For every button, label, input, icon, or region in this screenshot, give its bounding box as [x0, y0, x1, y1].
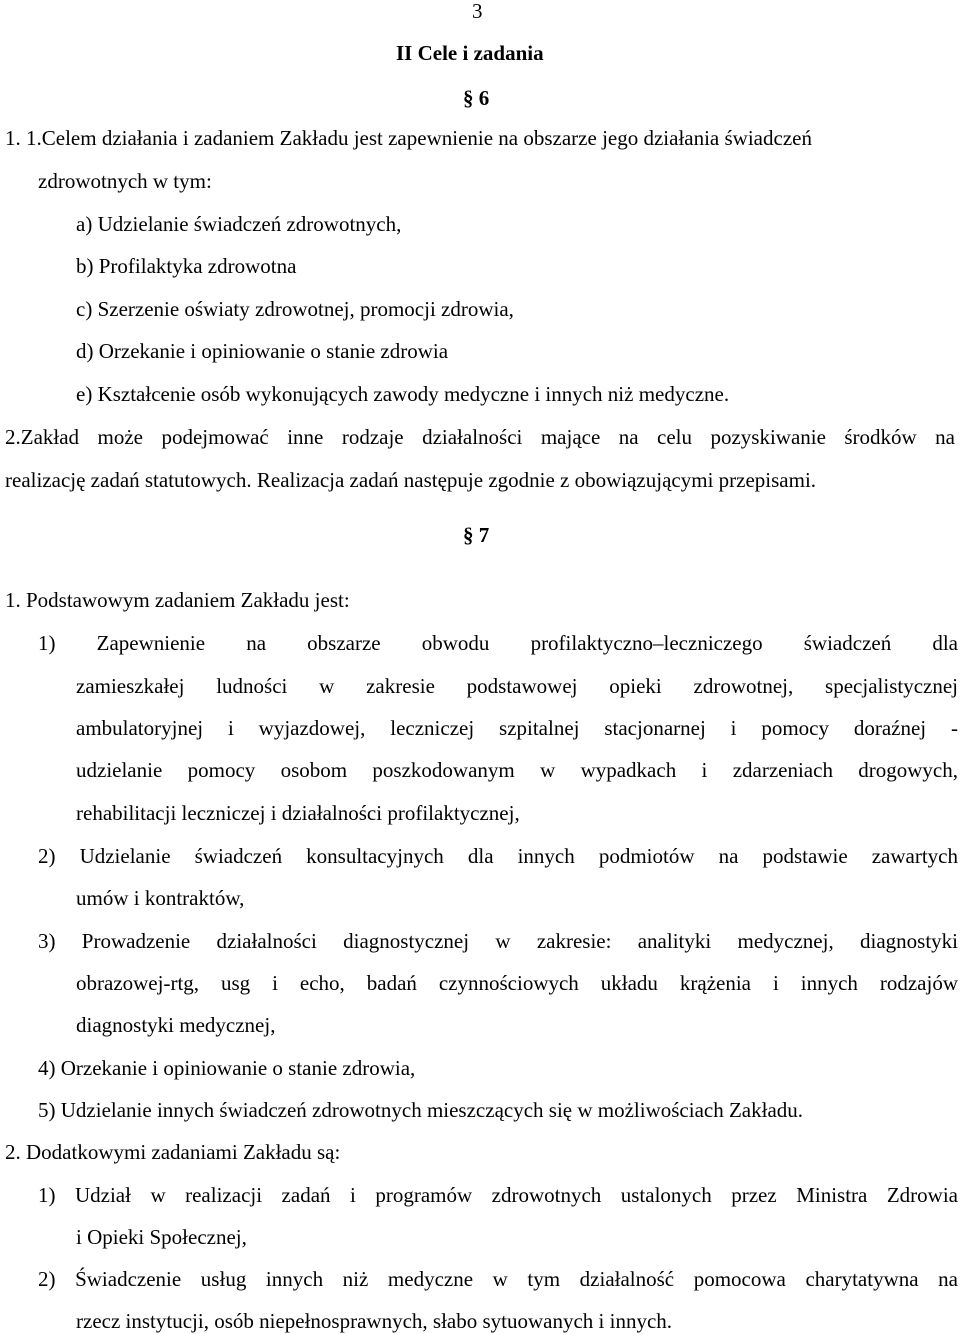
s7-p2-item1-line1: 1) Udział w realizacji zadań i programów zdrowotnych ustalonych przez Ministra Zdrowia — [38, 1183, 958, 1207]
s7-point2-heading: 2. Dodatkowymi zadaniami Zakładu są: — [5, 1140, 341, 1164]
s6-item2-line1: 2.Zakład może podejmować inne rodzaje działalności mające na celu pozyskiwanie środków na — [5, 425, 955, 449]
s7-p1-item3-line3: diagnostyki medycznej, — [76, 1013, 276, 1037]
s7-p1-item1-line2: zamieszkałej ludności w zakresie podstawowej opieki zdrowotnej, specjalistycznej — [76, 674, 958, 698]
s7-point1-heading: 1. Podstawowym zadaniem Zakładu jest: — [5, 588, 350, 612]
s7-p1-item2-line1: 2) Udzielanie świadczeń konsultacyjnych dla innych podmiotów na podstawie zawartych — [38, 844, 958, 868]
s7-p1-item1-line1: 1) Zapewnienie na obszarze obwodu profilaktyczno–leczniczego świadczeń dla — [38, 631, 958, 655]
s6-subitem-a: a) Udzielanie świadczeń zdrowotnych, — [76, 212, 402, 236]
chapter-title: II Cele i zadania — [396, 41, 544, 65]
paragraph-7-heading: § 7 — [463, 523, 490, 547]
s7-p1-item5-line1: 5) Udzielanie innych świadczeń zdrowotnych mieszczących się w możliwościach Zakładu. — [38, 1098, 804, 1122]
paragraph-6-heading: § 6 — [463, 86, 490, 110]
s7-p1-item1-line4: udzielanie pomocy osobom poszkodowanym w wypadkach i zdarzeniach drogowych, — [76, 758, 958, 782]
s6-subitem-c: c) Szerzenie oświaty zdrowotnej, promocji zdrowia, — [76, 297, 514, 321]
s7-p1-item3-line1: 3) Prowadzenie działalności diagnostycznej w zakresie: analityki medycznej, diagnostyki — [38, 929, 958, 953]
s7-p2-item2-line1: 2) Świadczenie usług innych niż medyczne w tym działalność pomocowa charytatywna na — [38, 1267, 958, 1291]
s6-item2-line2: realizację zadań statutowych. Realizacja zadań następuje zgodnie z obowiązującymi przepisami. — [5, 468, 817, 492]
s7-p1-item3-line2: obrazowej-rtg, usg i echo, badań czynnościowych układu krążenia i innych rodzajów — [76, 971, 958, 995]
s7-p1-item4-line1: 4) Orzekanie i opiniowanie o stanie zdrowia, — [38, 1056, 416, 1080]
s7-p1-item1-line5: rehabilitacji leczniczej i działalności profilaktycznej, — [76, 801, 520, 825]
page-number: 3 — [472, 0, 483, 23]
s6-item1-line2: zdrowotnych w tym: — [38, 169, 212, 193]
s7-p2-item2-line2: rzecz instytucji, osób niepełnosprawnych, słabo sytuowanych i innych. — [76, 1309, 673, 1333]
s6-item1-line1: 1. 1.Celem działania i zadaniem Zakładu jest zapewnienie na obszarze jego działania świadczeń — [5, 126, 812, 150]
s7-p1-item2-line2: umów i kontraktów, — [76, 886, 245, 910]
s7-p1-item1-line3: ambulatoryjnej i wyjazdowej, leczniczej szpitalnej stacjonarnej i pomocy doraźnej - — [76, 716, 958, 740]
s6-subitem-b: b) Profilaktyka zdrowotna — [76, 254, 297, 278]
s6-subitem-e: e) Kształcenie osób wykonujących zawody medyczne i innych niż medyczne. — [76, 382, 730, 406]
s7-p2-item1-line2: i Opieki Społecznej, — [76, 1225, 247, 1249]
s6-subitem-d: d) Orzekanie i opiniowanie o stanie zdrowia — [76, 339, 449, 363]
